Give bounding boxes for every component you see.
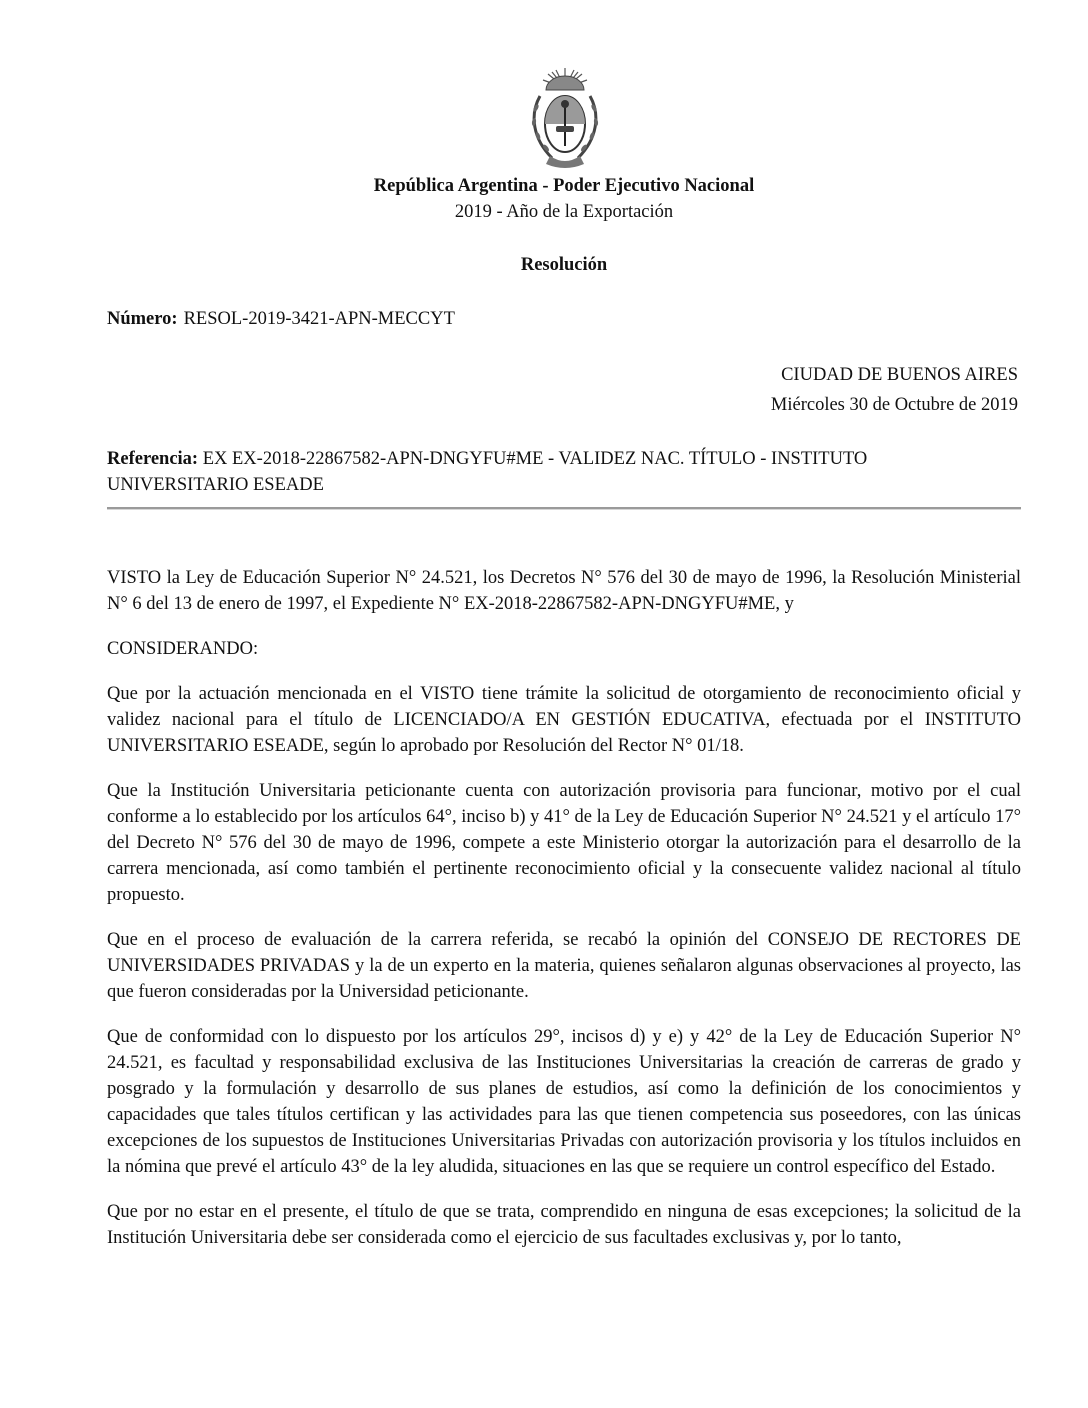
paragraph-visto: VISTO la Ley de Educación Superior N° 24.521, los Decretos N° 576 del 30 de mayo de 1996, la Resolución Ministerial N° 6 del 13 de enero de 1997, el Expediente N° EX-2018-22867582-APN-DNGYFU#ME, y <box>107 568 1021 614</box>
paragraph-considerando: CONSIDERANDO: <box>107 639 259 659</box>
paragraph: Que en el proceso de evaluación de la carrera referida, se recabó la opinión del CONSEJO DE RECTORES DE UNIVERSIDADES PRIVADAS y la de un experto en la materia, quienes señalaron algunas observaciones al proyecto, las que fueron consideradas por la Universidad peticionante. <box>107 930 1021 1002</box>
document-number-label: Número: <box>107 309 178 329</box>
document-body <box>107 565 1021 1270</box>
reference-value: EX EX-2018-22867582-APN-DNGYFU#ME - VALIDEZ NAC. TÍTULO - INSTITUTO UNIVERSITARIO ESEADE <box>107 449 868 495</box>
header-title: República Argentina - Poder Ejecutivo Nacional <box>373 176 755 196</box>
document-number-value: RESOL-2019-3421-APN-MECCYT <box>183 309 455 329</box>
reference <box>107 446 967 498</box>
paragraph: Que de conformidad con lo dispuesto por los artículos 29°, incisos d) y e) y 42° de la Ley de Educación Superior N° 24.521, es facultad y responsabilidad exclusiva de las Instituciones Universitarias la creación de carreras de grado y posgrado y la formulación y desarrollo de sus planes de estudios, así como la definición de los conocimientos y capacidades que tales títulos certifican y las actividades para las que tienen competencia sus poseedores, con las únicas excepciones de los supuestos de Instituciones Universitarias Privadas con autorización provisoria y los títulos incluidos en la nómina que prevé el artículo 43° de la ley aludida, situaciones en las que se requiere un control específico del Estado. <box>107 1027 1021 1177</box>
date: Miércoles 30 de Octubre de 2019 <box>770 395 1018 415</box>
reference-label: Referencia: <box>107 449 199 469</box>
paragraph: Que por la actuación mencionada en el VISTO tiene trámite la solicitud de otorgamiento de reconocimiento oficial y validez nacional para el título de LICENCIADO/A EN GESTIÓN EDUCATIVA, efectuada por el INSTITUTO UNIVERSITARIO ESEADE, según lo aprobado por Resolución del Rector N° 01/18. <box>107 684 1021 756</box>
year-motto: 2019 - Año de la Exportación <box>454 202 674 222</box>
divider <box>107 507 1021 510</box>
document-type: Resolución <box>520 255 608 275</box>
paragraph: Que la Institución Universitaria peticionante cuenta con autorización provisoria para funcionar, motivo por el cual conforme a lo establecido por los artículos 64°, inciso b) y 41° de la Ley de Educación Superior N° 24.521 y el artículo 17° del Decreto N° 576 del 30 de mayo de 1996, compete a este Ministerio otorgar la autorización para el desarrollo de la carrera mencionada, así como también el pertinente reconocimiento oficial y la consecuente validez nacional al título propuesto. <box>107 781 1021 905</box>
document-number <box>107 309 455 330</box>
coat-of-arms-icon <box>526 66 604 170</box>
paragraph: Que por no estar en el presente, el título de que se trata, comprendido en ninguna de esas excepciones; la solicitud de la Institución Universitaria debe ser considerada como el ejercicio de sus facultades exclusivas y, por lo tanto, <box>107 1202 1021 1248</box>
place: CIUDAD DE BUENOS AIRES <box>781 365 1018 385</box>
